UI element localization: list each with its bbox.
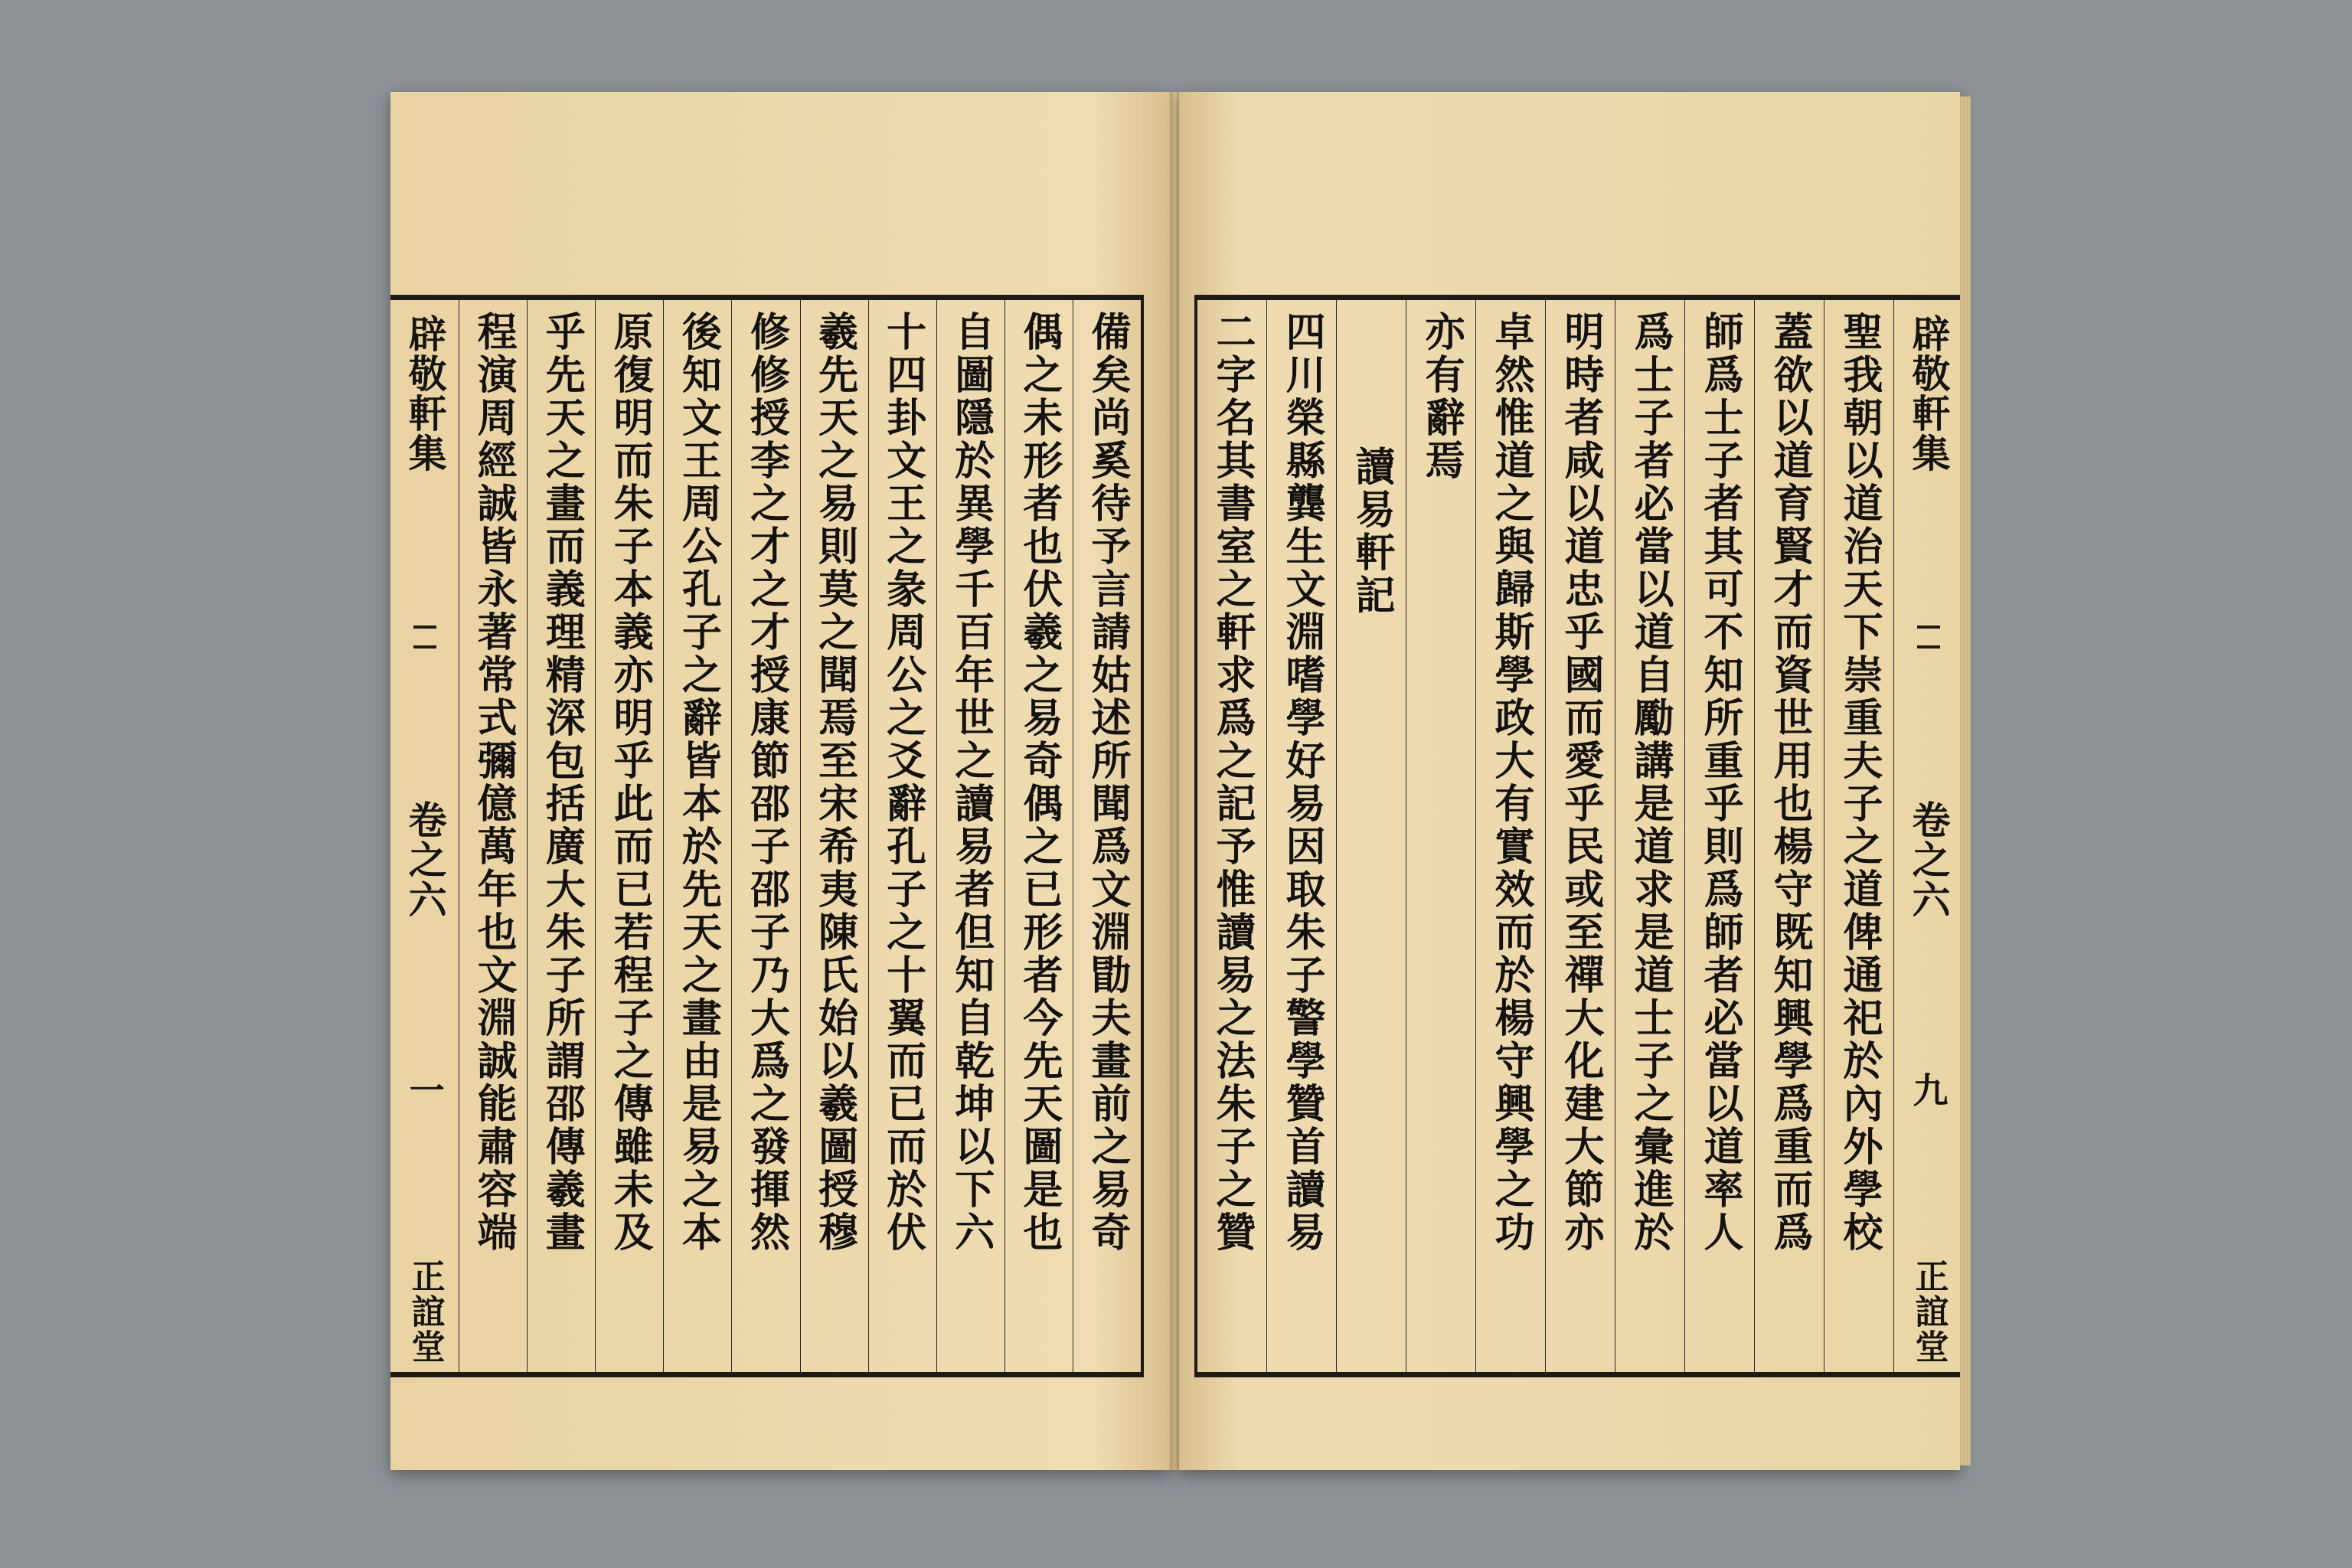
column-text: 卓然惟道之與歸斯學政大有實效而於楊守興學之功 [1488, 311, 1534, 1254]
column-text: 備矣尚奚待予言請姑述所聞爲文淵勖夫畫前之易奇 [1083, 311, 1131, 1254]
right-page-frame [1194, 295, 1963, 1377]
column-text: 後知文王周公孔子之辭皆本於先天之畫由是易之本 [675, 311, 722, 1254]
text-column [1755, 300, 1824, 1372]
fishtail-mark [1917, 626, 1940, 648]
column-text: 程演周經誠皆永著常式彌億萬年也文淵誠能肅容端 [470, 311, 518, 1254]
open-book [383, 92, 1960, 1470]
text-column [528, 300, 596, 1372]
column-text: 讀易軒記 [1348, 446, 1395, 617]
column-text: 二字名其書室之軒求爲之記予惟讀易之法朱子之贊 [1209, 311, 1256, 1254]
text-column [1073, 300, 1141, 1372]
text-column [1615, 300, 1685, 1372]
fishtail-mark [413, 626, 436, 648]
margin-publisher: 正誼堂 [1909, 1259, 1949, 1364]
column-text: 偶之未形者也伏羲之易奇偶之已形者今先天圖是也 [1015, 311, 1063, 1254]
margin-volume: 卷之六 [402, 800, 448, 920]
margin-publisher: 正誼堂 [405, 1259, 445, 1364]
right-page [1179, 92, 1960, 1470]
column-text: 聖我朝以道治天下崇重夫子之道俾通祀於內外學校 [1836, 311, 1883, 1254]
column-text: 亦有辭焉 [1418, 311, 1465, 482]
margin-title: 辟敬軒集 [1906, 314, 1952, 473]
column-text: 乎先天之畫而義理精深包括廣大朱子所謂邵傳羲畫 [538, 311, 586, 1254]
column-text: 自圖隱於異學千百年世之讀易者但知自乾坤以下六 [947, 311, 995, 1254]
column-text: 原復明而朱子本義亦明乎此而已若程子之傳雖未及 [606, 311, 654, 1254]
left-margin-band [390, 300, 459, 1372]
text-column [1546, 300, 1615, 1372]
left-page [390, 92, 1171, 1470]
text-column [1197, 300, 1267, 1372]
text-column [1005, 300, 1073, 1372]
column-text: 十四卦文王之彖周公之爻辭孔子之十翼而已而於伏 [879, 311, 926, 1254]
text-column [732, 300, 800, 1372]
text-column [1267, 300, 1337, 1372]
margin-volume: 卷之六 [1906, 800, 1952, 920]
text-column [801, 300, 869, 1372]
text-column [459, 300, 528, 1372]
column-text: 蓋欲以道育賢才而資世用也楊守既知興學爲重而爲 [1766, 311, 1813, 1254]
text-column [664, 300, 732, 1372]
column-text: 爲士子者必當以道自勵講是道求是道士子之彙進於 [1627, 311, 1674, 1254]
text-column [1337, 300, 1406, 1372]
column-text: 明時者咸以道忠乎國而愛乎民或至禪大化建大節亦 [1557, 311, 1604, 1254]
margin-title: 辟敬軒集 [402, 314, 448, 473]
text-column [937, 300, 1005, 1372]
right-margin-band [1894, 300, 1963, 1372]
text-column [869, 300, 937, 1372]
margin-page-number: 一 [403, 1071, 446, 1107]
text-column [596, 300, 664, 1372]
column-text: 四川榮縣龔生文淵嗜學好易因取朱子警學贊首讀易 [1279, 311, 1325, 1254]
column-text: 修修授李之才之才授康節邵子邵子乃大爲之發揮然 [743, 311, 790, 1254]
column-text: 羲先天之易則莫之聞焉至宋希夷陳氏始以羲圖授穆 [811, 311, 858, 1254]
margin-page-number: 九 [1907, 1071, 1949, 1107]
text-column [1476, 300, 1546, 1372]
text-column [1824, 300, 1894, 1372]
column-text: 師爲士子者其可不知所重乎則爲師者必當以道率人 [1697, 311, 1743, 1254]
text-column [1406, 300, 1476, 1372]
left-page-frame [390, 295, 1144, 1377]
text-column [1685, 300, 1755, 1372]
